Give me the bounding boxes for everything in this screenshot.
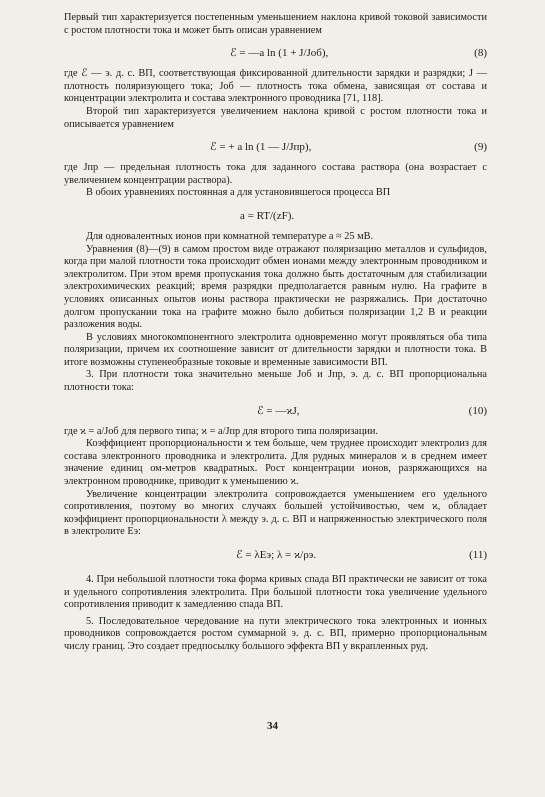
page-content [64, 12, 487, 654]
equation [64, 46, 487, 60]
paragraph: где Jпр — предельная плотность тока для заданного состава раствора (она возрастает с увеличением концентрации раствора). [64, 162, 487, 186]
equation-number: (9) [474, 141, 487, 154]
page-number: 34 [267, 720, 278, 732]
equation [64, 209, 487, 223]
equation-number: (8) [474, 47, 487, 60]
equation [64, 140, 487, 154]
paragraph: 3. При плотности тока значительно меньше Jоб и Jпр, э. д. с. ВП пропорциональна плотности тока: [64, 369, 487, 394]
paragraph: Для одновалентных ионов при комнатной температуре a ≈ 25 мВ. [86, 230, 374, 242]
paragraph: Первый тип характеризуется постепенным уменьшением наклона кривой токовой зависимости с ростом плотности тока и может быть описан уравнением [64, 12, 487, 36]
equation [64, 548, 487, 562]
equation-formula: ℰ = λEэ; λ = ϰ/ρэ. [236, 549, 317, 561]
equation-formula: ℰ = —a ln (1 + J/Jоб), [230, 47, 329, 60]
paragraph: 5. Последовательное чередование на пути электрического тока электронных и ионных проводников сопровождается ростом суммарной э. д. с. ВП, примерно пропорциональным числу границ. Это создает предпосылку большого эффекта ВП у вкрапленных руд. [64, 615, 487, 652]
equation-formula: a = RT/(zF). [240, 209, 295, 222]
paragraph: где ℰ — э. д. с. ВП, соответствующая фиксированной длительности зарядки и разрядки; J — плотность поляризующего тока; Jоб — плотность тока обмена, зависящая от состава и концентрации электролита и состава электронного проводника [71, 118]. [64, 68, 487, 105]
equation-number: (11) [469, 549, 487, 561]
equation-formula: ℰ = —ϰJ, [257, 404, 300, 417]
equation-number: (10) [468, 404, 487, 417]
paragraph: Второй тип характеризуется увеличением наклона кривой с ростом плотности тока и описывается уравнением [64, 105, 487, 130]
paragraph: Увеличение концентрации электролита сопровождается уменьшением его удельного сопротивления, поэтому во многих случаях большей устойчивостью, чем ϰ, обладает коэффициент пропорциональности λ между э. д. с. ВП и напряженностью электрического поля в электролите Eэ: [64, 488, 487, 538]
paragraph: Уравнения (8)—(9) в самом простом виде отражают поляризацию металлов и сульфидов, когда при малой плотности тока происходит обмен ионами между электронным проводником и электролитом. При этом время пропускания тока должно быть достаточным для стабилизации электрохимических реакций; время разрядки предполагается равным нулю. На графите в условиях описанных опытов ионы раствора практически не разряжались. При достаточно долгом пропускании тока на графите можно было добиться поляризации 1,2 В и реакции разложения воды. [64, 243, 487, 331]
paragraph: где ϰ = a/Jоб для первого типа; ϰ = a/Jпр для второго типа поляризации. [64, 425, 378, 437]
equation-formula: ℰ = + a ln (1 — J/Jпр), [210, 141, 312, 154]
equation [64, 404, 487, 418]
paragraph: 4. При небольшой плотности тока форма кривых спада ВП практически не зависит от тока и удельного сопротивления электролита. При большой плотности тока увеличение удельного сопротивления приводит к замедлению спада ВП. [64, 574, 487, 611]
paragraph: В условиях многокомпонентного электролита одновременно могут проявляться оба типа поляризации, причем их соотношение зависит от длительности зарядки и плотности тока. В итоге возможны ступенеобразные токовые и временные зависимости ВП. [64, 331, 487, 368]
paragraph: В обоих уравнениях постоянная a для установившегося процесса ВП [86, 187, 391, 199]
paragraph: Коэффициент пропорциональности ϰ тем больше, чем труднее происходит электролиз для состава электронного проводника и электролита. Для рудных минералов ϰ в среднем имеет значение единиц ом-метров квадратных. Рост концентрации ионов, разряжающихся на электронном проводнике, приводит к уменьшению ϰ. [64, 438, 487, 488]
